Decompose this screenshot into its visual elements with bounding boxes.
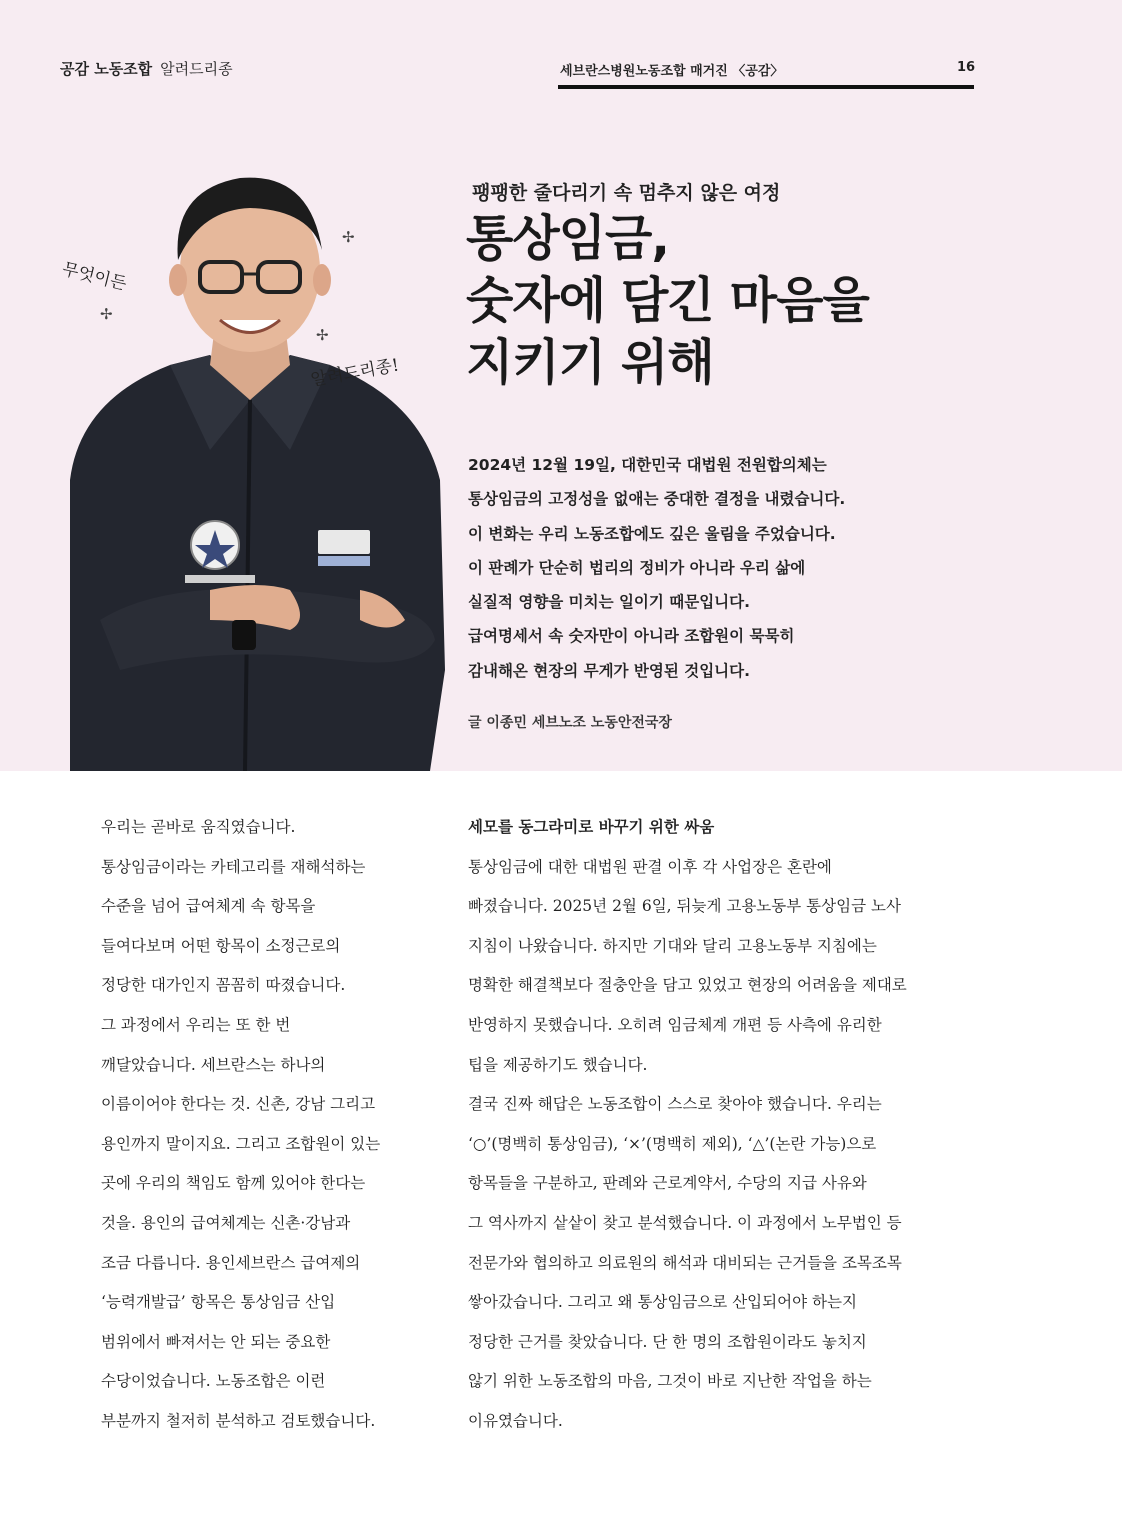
lead-line: 이 변화는 우리 노동조합에도 깊은 울림을 주었습니다. bbox=[468, 524, 836, 543]
body-line: 팁을 제공하기도 했습니다. bbox=[468, 1055, 648, 1074]
lead-line: 급여명세서 속 숫자만이 아니라 조합원이 묵묵히 bbox=[468, 627, 795, 646]
body-line: 정당한 근거를 찾았습니다. 단 한 명의 조합원이라도 놓치지 bbox=[468, 1332, 867, 1351]
body-line: 않기 위한 노동조합의 마음, 그것이 바로 지난한 작업을 하는 bbox=[468, 1372, 872, 1391]
header-rule bbox=[558, 85, 974, 89]
body-line: 빠졌습니다. 2025년 2월 6일, 뒤늦게 고용노동부 통상임금 노사 bbox=[468, 897, 901, 916]
sparkle-icon: ✢ bbox=[100, 305, 113, 323]
body-line: 우리는 곧바로 움직였습니다. bbox=[101, 818, 296, 836]
lead-line: 통상임금의 고정성을 없애는 중대한 결정을 내렸습니다. bbox=[468, 490, 846, 509]
page-number: 16 bbox=[957, 60, 976, 75]
body-line: 곳에 우리의 책임도 함께 있어야 한다는 bbox=[101, 1174, 366, 1193]
body-line: 통상임금이라는 카테고리를 재해석하는 bbox=[101, 857, 366, 876]
body-right-column bbox=[468, 808, 988, 1442]
body-line: 반영하지 못했습니다. 오히려 임금체계 개편 등 사측에 유리한 bbox=[468, 1015, 882, 1034]
body-line: 통상임금에 대한 대법원 판결 이후 각 사업장은 혼란에 bbox=[468, 857, 832, 876]
lead-line: 감내해온 현장의 무게가 반영된 것입니다. bbox=[468, 661, 751, 680]
body-line: 결국 진짜 해답은 노동조합이 스스로 찾아야 했습니다. 우리는 bbox=[468, 1095, 882, 1114]
section-bold: 공감 노동조합 bbox=[60, 60, 153, 78]
title-line: 통상임금, bbox=[466, 210, 669, 267]
lead-line: 2024년 12월 19일, 대한민국 대법원 전원합의체는 bbox=[468, 456, 827, 474]
section-sub: 알려드리종 bbox=[160, 60, 233, 78]
title-line: 지키기 위해 bbox=[466, 334, 714, 391]
lead-paragraph bbox=[468, 448, 988, 688]
body-line: 깨달았습니다. 세브란스는 하나의 bbox=[101, 1055, 326, 1074]
body-line: ‘○’(명백히 통상임금), ‘×’(명백히 제외), ‘△’(논란 가능)으로 bbox=[468, 1134, 877, 1153]
body-line: 조금 다릅니다. 용인세브란스 급여제의 bbox=[101, 1253, 361, 1272]
body-line: 수당이었습니다. 노동조합은 이런 bbox=[101, 1372, 326, 1391]
byline: 글 이종민 세브노조 노동안전국장 bbox=[468, 715, 672, 731]
body-line: 명확한 해결책보다 절충안을 담고 있었고 현장의 어려움을 제대로 bbox=[468, 976, 907, 995]
body-line: ‘능력개발급’ 항목은 통상임금 산입 bbox=[101, 1293, 336, 1312]
portrait-photo bbox=[60, 150, 460, 771]
body-line: 이유였습니다. bbox=[468, 1411, 563, 1430]
body-line: 이름이어야 한다는 것. 신촌, 강남 그리고 bbox=[101, 1095, 376, 1114]
body-line: 그 역사까지 샅샅이 찾고 분석했습니다. 이 과정에서 노무법인 등 bbox=[468, 1213, 902, 1232]
body-line: 전문가와 협의하고 의료원의 해석과 대비되는 근거들을 조목조목 bbox=[468, 1253, 902, 1272]
body-line: 항목들을 구분하고, 판례와 근로계약서, 수당의 지급 사유와 bbox=[468, 1174, 867, 1193]
section-subhead: 세모를 동그라미로 바꾸기 위한 싸움 bbox=[468, 818, 715, 836]
section-label bbox=[60, 58, 233, 79]
body-line: 들여다보며 어떤 항목이 소정근로의 bbox=[101, 936, 341, 955]
body-line: 것을. 용인의 급여체계는 신촌·강남과 bbox=[101, 1213, 351, 1232]
body-line: 정당한 대가인지 꼼꼼히 따졌습니다. bbox=[101, 976, 346, 995]
body-line: 수준을 넘어 급여체계 속 항목을 bbox=[101, 897, 316, 916]
body-line: 범위에서 빠져서는 안 되는 중요한 bbox=[101, 1332, 331, 1351]
lead-line: 이 판례가 단순히 법리의 정비가 아니라 우리 삶에 bbox=[468, 558, 806, 577]
body-line: 쌓아갔습니다. 그리고 왜 통상임금으로 산입되어야 하는지 bbox=[468, 1293, 857, 1312]
handwriting-1: 무엇이든 bbox=[59, 259, 129, 295]
kicker: 팽팽한 줄다리기 속 멈추지 않은 여정 bbox=[472, 182, 781, 204]
lead-line: 실질적 영향을 미치는 일이기 때문입니다. bbox=[468, 593, 751, 612]
article-title bbox=[466, 208, 986, 394]
title-line: 숫자에 담긴 마음을 bbox=[466, 272, 869, 329]
sparkle-icon: ✢ bbox=[342, 228, 355, 246]
handwriting-2: 알려드리종! bbox=[309, 355, 401, 391]
body-line: 용인까지 말이지요. 그리고 조합원이 있는 bbox=[101, 1134, 381, 1153]
magazine-name: 세브란스병원노동조합 매거진 〈공감〉 bbox=[560, 64, 784, 79]
sparkle-icon: ✢ bbox=[316, 326, 329, 344]
body-line: 그 과정에서 우리는 또 한 번 bbox=[101, 1015, 291, 1034]
body-left-column bbox=[101, 808, 441, 1442]
body-line: 지침이 나왔습니다. 하지만 기대와 달리 고용노동부 지침에는 bbox=[468, 936, 877, 955]
body-line: 부분까지 철저히 분석하고 검토했습니다. bbox=[101, 1411, 376, 1430]
